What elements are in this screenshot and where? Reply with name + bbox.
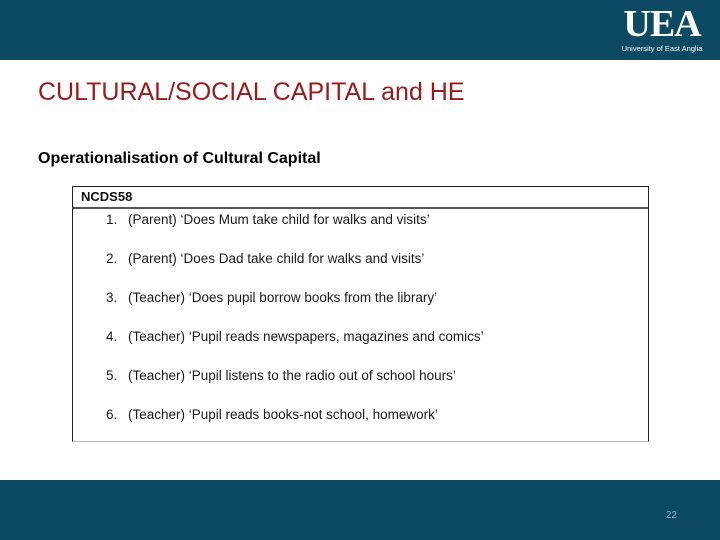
item-number: 1. (106, 212, 118, 227)
item-number: 6. (106, 407, 118, 422)
list-item (73, 326, 648, 365)
item-text: (Teacher) ‘Pupil listens to the radio out of school hours’ (128, 368, 456, 383)
list-item (73, 404, 648, 443)
item-number: 5. (106, 368, 118, 383)
item-text: (Teacher) ‘Pupil reads newspapers, magazines and comics’ (128, 329, 484, 344)
list-item (73, 365, 648, 404)
list-item (73, 287, 648, 326)
item-text: (Parent) ‘Does Dad take child for walks and visits’ (128, 251, 425, 266)
item-number: 4. (106, 329, 118, 344)
header-bar (0, 0, 720, 60)
logo-subtitle: University of East Anglia (621, 44, 703, 53)
item-text: (Teacher) ‘Pupil reads books-not school, homework’ (128, 407, 438, 422)
slide-subtitle: Operationalisation of Cultural Capital (38, 150, 321, 167)
item-list (73, 209, 648, 443)
logo-mark: UEA (623, 3, 701, 45)
table-header: NCDS58 (73, 187, 648, 209)
item-text: (Teacher) ‘Does pupil borrow books from the library’ (128, 290, 438, 305)
footer-bar (0, 480, 720, 540)
item-number: 2. (106, 251, 118, 266)
list-item (73, 248, 648, 287)
ncds-table (72, 186, 649, 442)
item-text: (Parent) ‘Does Mum take child for walks and visits’ (128, 212, 430, 227)
item-number: 3. (106, 290, 118, 305)
list-item (73, 209, 648, 248)
page-number: 22 (665, 510, 677, 521)
slide-title: CULTURAL/SOCIAL CAPITAL and HE (38, 78, 465, 106)
uea-logo (614, 4, 710, 56)
